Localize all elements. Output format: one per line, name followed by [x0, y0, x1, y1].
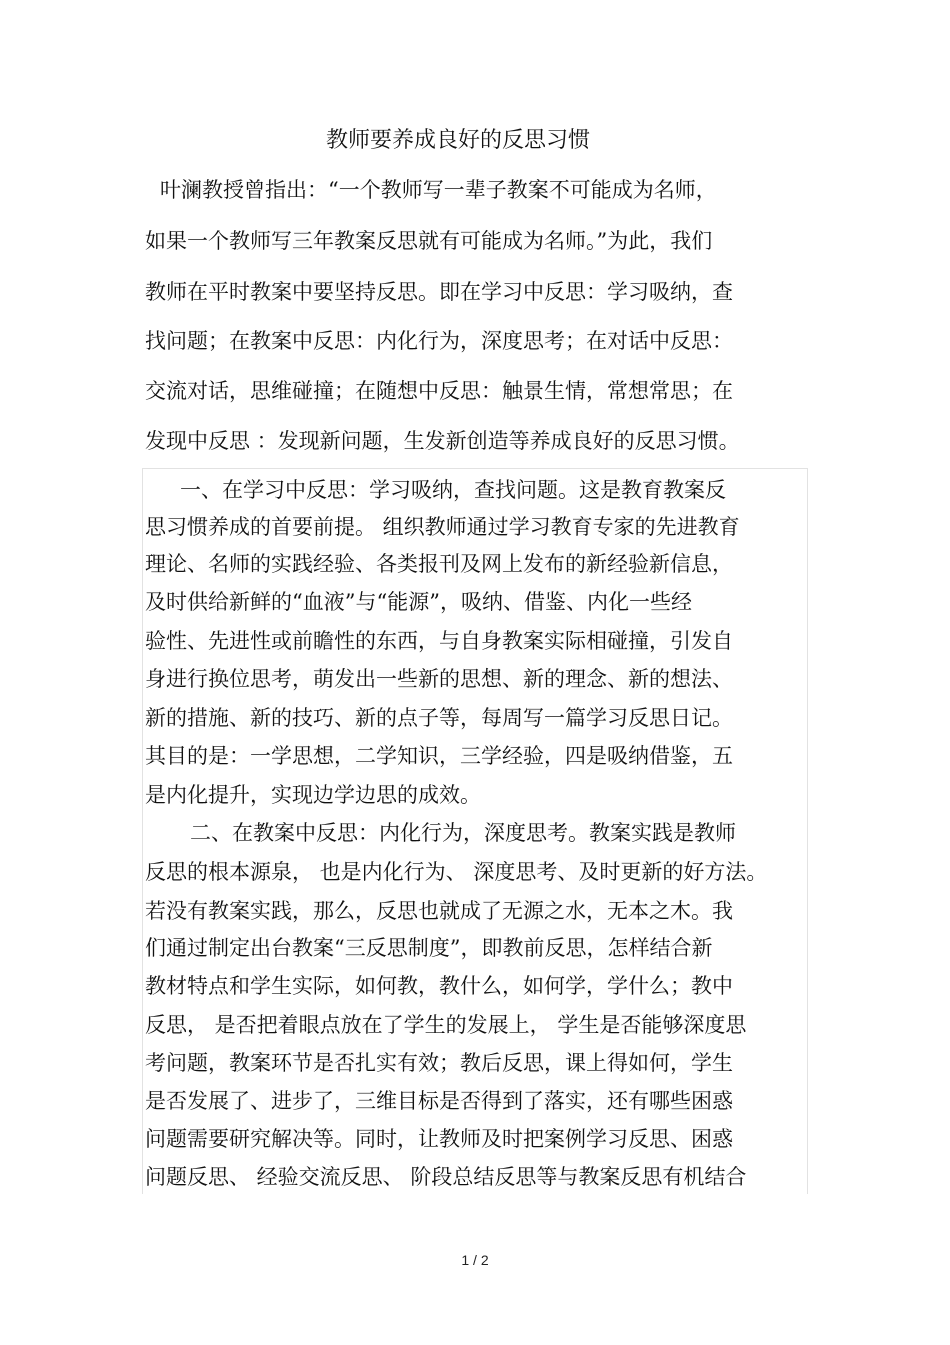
intro-line: 叶澜教授曾指出：“一个教师写一辈子教案不可能成为名师，: [160, 178, 717, 202]
body-line: 是内化提升，实现边学边思的成效。: [145, 783, 481, 807]
body-line: 问题需要研究解决等。同时，让教师及时把案例学习反思、困惑: [145, 1127, 733, 1151]
body-line: 新的措施、新的技巧、新的点子等，每周写一篇学习反思日记。: [145, 706, 733, 730]
body-line: 是否发展了、进步了，三维目标是否得到了落实，还有哪些困惑: [145, 1089, 733, 1113]
page-number: 1 / 2: [461, 1252, 489, 1268]
intro-line: 发现中反思 ：发现新问题，生发新创造等养成良好的反思习惯。: [145, 429, 740, 453]
body-line: 一、在学习中反思：学习吸纳，查找问题。这是教育教案反: [180, 478, 726, 502]
body-line: 问题反思、 经验交流反思、 阶段总结反思等与教案反思有机结合: [145, 1165, 747, 1189]
body-line: 及时供给新鲜的“血液”与“能源”，吸纳、借鉴、内化一些经: [145, 590, 692, 614]
body-line: 思习惯养成的首要前提。 组织教师通过学习教育专家的先进教育: [145, 515, 740, 539]
body-line: 若没有教案实践，那么，反思也就成了无源之水，无本之木。我: [145, 899, 733, 923]
body-line: 考问题，教案环节是否扎实有效；教后反思，课上得如何，学生: [145, 1051, 733, 1075]
body-line: 们通过制定出台教案“三反思制度”，即教前反思，怎样结合新: [145, 936, 713, 960]
body-line: 其目的是：一学思想，二学知识，三学经验，四是吸纳借鉴，五: [145, 744, 733, 768]
body-line: 理论、名师的实践经验、各类报刊及网上发布的新经验新信息，: [145, 552, 733, 576]
intro-line: 教师在平时教案中要坚持反思。即在学习中反思：学习吸纳，查: [145, 280, 733, 304]
intro-line: 如果一个教师写三年教案反思就有可能成为名师。”为此，我们: [145, 229, 713, 253]
document-title: 教师要养成良好的反思习惯: [325, 128, 590, 153]
body-line: 验性、先进性或前瞻性的东西，与自身教案实际相碰撞，引发自: [145, 629, 733, 653]
body-line: 教材特点和学生实际，如何教，教什么，如何学，学什么；教中: [145, 974, 733, 998]
body-line: 反思， 是否把着眼点放在了学生的发展上， 学生是否能够深度思: [145, 1013, 747, 1037]
intro-line: 交流对话，思维碰撞；在随想中反思：触景生情，常想常思；在: [145, 379, 733, 403]
body-line: 身进行换位思考，萌发出一些新的思想、新的理念、新的想法、: [145, 667, 733, 691]
body-line: 反思的根本源泉， 也是内化行为、 深度思考、及时更新的好方法。: [145, 860, 768, 884]
body-line: 二、在教案中反思：内化行为，深度思考。教案实践是教师: [190, 821, 736, 845]
intro-line: 找问题；在教案中反思：内化行为，深度思考；在对话中反思：: [145, 329, 733, 353]
